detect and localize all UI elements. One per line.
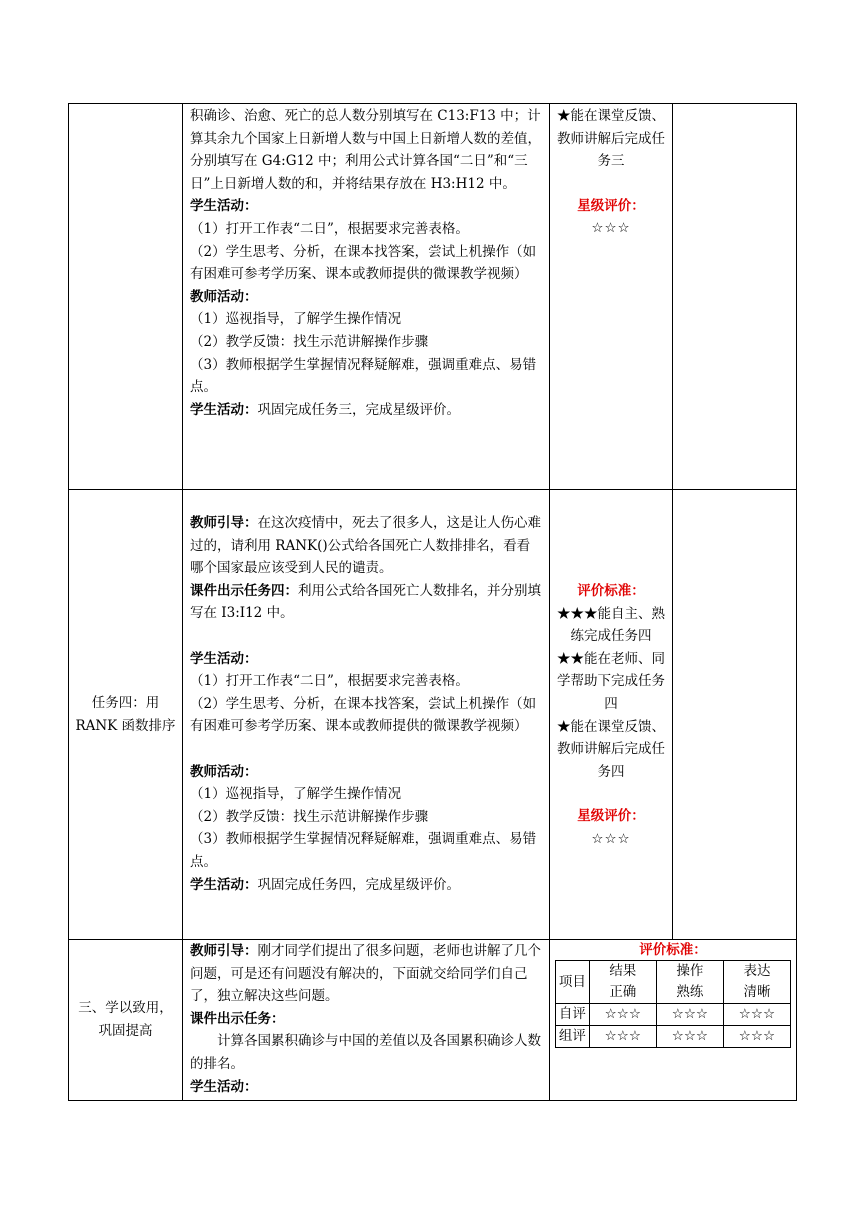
row3-eval-cell — [550, 940, 797, 1101]
row2-guide-text: 在这次疫情中，死去了很多人，这是让人伤心难过的，请利用 RANK()公式给各国死亡人数排排名，看看哪个国家最应该受到人民的谴责。 — [190, 515, 541, 577]
row1-consolidate-label: 学生活动： — [190, 401, 258, 418]
row2-empty-cell — [673, 490, 797, 940]
row2-task-label: 课件出示任务四： — [190, 582, 298, 599]
cell: ☆☆☆ — [656, 1004, 723, 1026]
lesson-plan-table — [68, 103, 797, 1101]
row3-content-cell — [183, 940, 550, 1101]
row1-stars: ☆☆☆ — [591, 220, 631, 237]
row1-consolidate — [190, 399, 542, 422]
table-row — [69, 940, 797, 1101]
cell: ☆☆☆ — [723, 1004, 790, 1026]
row2-label-cell — [69, 490, 183, 940]
row3-task-label: 课件出示任务： — [190, 1010, 285, 1027]
row2-criteria-item: ★★★能自主、熟练完成任务四 — [557, 605, 665, 645]
row2-content-cell — [183, 490, 550, 940]
row2-eval-cell — [550, 490, 673, 940]
row1-task-text: 积确诊、治愈、死亡的总人数分别填写在 C13:F13 中；计算其余九个国家上日新增人数与中国上日新增人数的差值，分别填写在 G4:G12 中；利用公式计算各国“二日”和“三日”上日新增人数的和，并将结果存放在 H3:H12 中。 — [190, 108, 541, 192]
cell: ☆☆☆ — [589, 1004, 656, 1026]
table-row — [556, 961, 791, 1004]
header-cell: 结果正确 — [589, 961, 656, 1004]
row1-student-title: 学生活动： — [190, 198, 258, 215]
row2-stars: ☆☆☆ — [591, 830, 631, 847]
self-eval-table — [555, 960, 791, 1048]
row2-consolidate-text: 巩固完成任务四，完成星级评价。 — [257, 876, 460, 893]
row2-criteria-label: 评价标准： — [577, 583, 645, 599]
row2-task-text: 利用公式给各国死亡人数排名，并分别填写在 I3:I12 中。 — [190, 582, 541, 622]
row3-guide — [190, 940, 542, 1008]
row2-teacher-item: （3）教师根据学生掌握情况释疑解难，强调重难点、易错点。 — [190, 831, 537, 870]
row2-guide — [190, 512, 542, 580]
row3-guide-label: 教师引导： — [190, 943, 258, 959]
row2-student-item: （1）打开工作表“二日”，根据要求完善表格。 — [190, 673, 469, 690]
row1-teacher-item: （2）教学反馈：找生示范讲解操作步骤 — [190, 333, 429, 350]
row1-student-item: （2）学生思考、分析，在课本找答案，尝试上机操作（如有困难可参考学历案、课本或教师提供的微课教学视频） — [190, 243, 537, 283]
table-row — [69, 104, 797, 490]
row3-label-cell — [69, 940, 183, 1101]
row2-student-title: 学生活动： — [190, 650, 258, 667]
header-cell: 项目 — [556, 961, 590, 1004]
row2-teacher-title: 教师活动： — [190, 763, 258, 780]
header-cell: 表达清晰 — [723, 961, 790, 1004]
row3-guide-text: 刚才同学们提出了很多问题，老师也讲解了几个问题，可是还有问题没有解决的，下面就交给同学们自己了，独立解决这些问题。 — [190, 943, 541, 1005]
cell: ☆☆☆ — [656, 1026, 723, 1048]
row1-star-label: 星级评价： — [577, 197, 645, 214]
cell: 自评 — [556, 1004, 590, 1026]
row2-consolidate — [190, 874, 542, 897]
table-row — [69, 490, 797, 940]
row1-content-cell — [183, 104, 550, 490]
row1-teacher-item: （1）巡视指导，了解学生操作情况 — [190, 311, 402, 328]
row2-guide-label: 教师引导： — [190, 515, 258, 531]
row1-empty-cell — [673, 104, 797, 490]
row2-student-item: （2）学生思考、分析，在课本找答案，尝试上机操作（如有困难可参考学历案、课本或教师提供的微课教学视频） — [190, 695, 537, 735]
row2-label: 任务四：用 RANK 函数排序 — [75, 694, 176, 734]
row3-label: 三、学以致用，巩固提高 — [78, 1000, 173, 1039]
row1-eval-line: ★能在课堂反馈、教师讲解后完成任务三 — [557, 108, 665, 170]
row1-label-cell — [69, 104, 183, 490]
row3-task-text: 计算各国累积确诊与中国的差值以及各国累积确诊人数的排名。 — [190, 1033, 541, 1072]
row2-star-label: 星级评价： — [577, 808, 645, 825]
row1-teacher-item: （3）教师根据学生掌握情况释疑解难，强调重难点、易错点。 — [190, 356, 537, 396]
row1-teacher-title: 教师活动： — [190, 288, 258, 305]
row2-criteria-item: ★★能在老师、同学帮助下完成任务四 — [557, 650, 665, 712]
cell: ☆☆☆ — [589, 1026, 656, 1048]
row1-student-item: （1）打开工作表“二日”，根据要求完善表格。 — [190, 220, 469, 237]
row2-teacher-item: （1）巡视指导，了解学生操作情况 — [190, 786, 402, 803]
row3-student-title: 学生活动： — [190, 1078, 258, 1095]
row2-teacher-item: （2）教学反馈：找生示范讲解操作步骤 — [190, 808, 429, 825]
row3-criteria-label: 评价标准： — [639, 942, 707, 958]
row2-task — [190, 580, 542, 625]
table-row — [556, 1004, 791, 1026]
cell: 组评 — [556, 1026, 590, 1048]
cell: ☆☆☆ — [723, 1026, 790, 1048]
row1-eval-cell — [550, 104, 673, 490]
header-cell: 操作熟练 — [656, 961, 723, 1004]
row2-criteria-item: ★能在课堂反馈、教师讲解后完成任务四 — [557, 718, 665, 780]
row1-consolidate-text: 巩固完成任务三，完成星级评价。 — [257, 401, 460, 418]
row2-consolidate-label: 学生活动： — [190, 876, 258, 893]
table-row — [556, 1026, 791, 1048]
